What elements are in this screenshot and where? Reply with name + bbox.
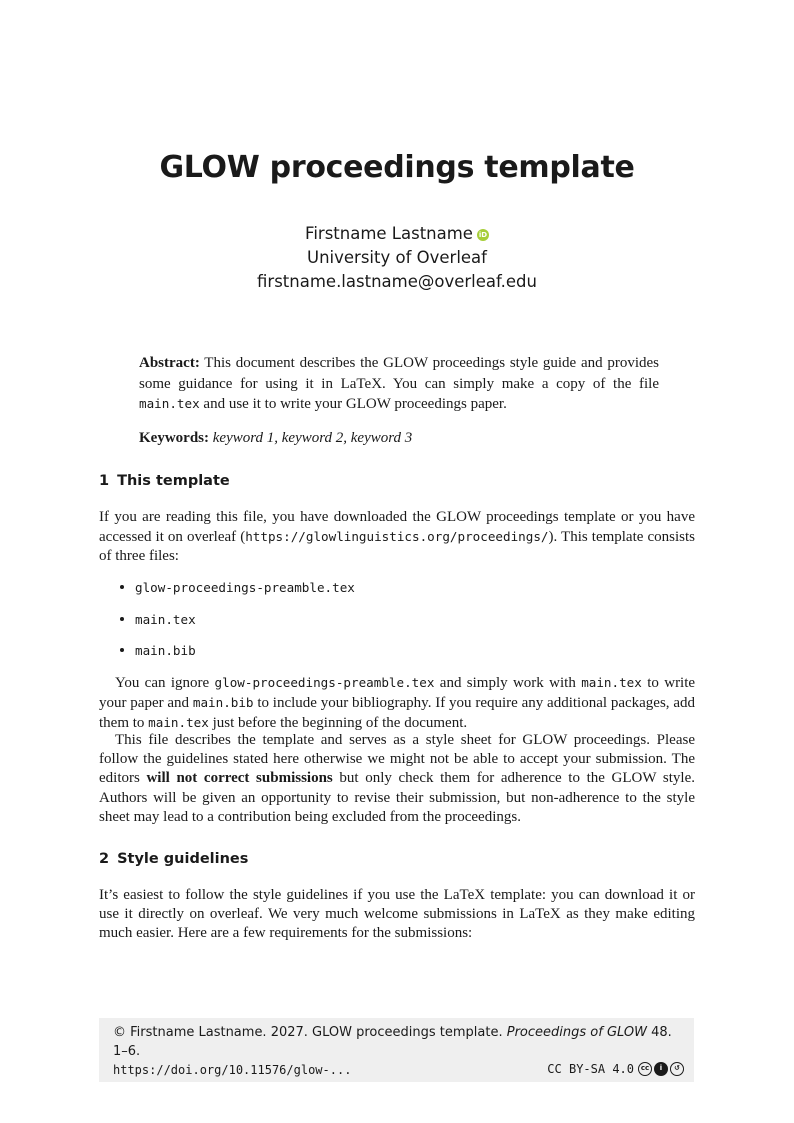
journal-name: Proceedings of GLOW [506, 1025, 647, 1040]
bullet-icon [120, 585, 124, 589]
keywords-label: Keywords: [139, 430, 209, 446]
file-name: main.tex [135, 611, 196, 627]
orcid-icon[interactable]: iD [478, 231, 488, 239]
section-heading-1 [99, 473, 230, 489]
license-badge[interactable] [547, 1062, 684, 1076]
citation-line [113, 1023, 680, 1061]
section-number: 1 [99, 473, 110, 489]
file-name: main.bib [135, 643, 196, 658]
text: just before the beginning of the document. [212, 715, 468, 732]
section-title: This template [117, 473, 230, 489]
file-name: main.tex [148, 715, 209, 731]
list-item [120, 612, 355, 644]
text: but only check them for adherence to the GLOW style. Authors will be given an opportunity to revise their submission, but non-adherence to the style sheet may lead to a contribution being excluded from the proceedings. [99, 770, 695, 825]
paper-title: GLOW proceedings template [159, 150, 635, 185]
intro-text-2: ). This template consists of three files: [99, 529, 695, 565]
section-1-paragraph-3 [99, 731, 695, 827]
file-name: glow-proceedings-preamble.tex [214, 675, 435, 690]
keywords [139, 430, 659, 447]
abstract [139, 353, 659, 415]
emphasis: will not correct submissions [146, 770, 333, 787]
template-url-link[interactable]: https://glowlinguistics.org/proceedings/ [245, 529, 549, 545]
bullet-icon [120, 617, 124, 621]
sa-icon: ↺ [670, 1062, 684, 1076]
intro-text-1: If you are reading this file, you have downloaded the GLOW proceedings template or you have accessed it on overleaf ( [99, 509, 695, 546]
author-block [0, 222, 794, 294]
text: to write your paper and [99, 675, 696, 712]
copyright-text: © Firstname Lastname. 2027. GLOW proceedings template. [113, 1025, 503, 1040]
doi-link[interactable]: https://doi.org/10.11576/glow-... [113, 1063, 352, 1077]
text: You can ignore [115, 675, 210, 691]
file-name: main.tex [581, 675, 642, 690]
author-email[interactable]: firstname.lastname@overleaf.edu [257, 272, 537, 291]
license-text: CC BY-SA 4.0 [547, 1062, 634, 1076]
section-title: Style guidelines [117, 851, 249, 867]
section-1-intro [99, 508, 695, 567]
abstract-text-2: and use it to write your GLOW proceedings paper. [203, 396, 507, 412]
section-2-paragraph-1: It’s easiest to follow the style guidelines if you use the LaTeX template: you can download it or use it directly on overleaf. We very much welcome submissions in LaTeX as they make editing much easier. Here are a few requirements for the submissions: [99, 887, 695, 942]
keywords-value: keyword 1, keyword 2, keyword 3 [212, 430, 413, 446]
text: to include your bibliography. If you require any additional packages, add them to [99, 695, 696, 732]
author-name: Firstname Lastname [305, 224, 473, 243]
author-line [0, 222, 794, 246]
list-item [120, 580, 355, 612]
bullet-icon [120, 648, 124, 652]
list-item [120, 643, 355, 675]
cc-icon: cc [638, 1062, 652, 1076]
text: This file describes the template and serves as a style sheet for GLOW proceedings. Please follow the guidelines stated here otherwise we might not be able to accept your submission. The editors [99, 732, 695, 787]
text: and simply work with [439, 675, 576, 691]
footer-citation [99, 1018, 694, 1082]
author-affiliation: University of Overleaf [307, 248, 487, 267]
file-name: main.bib [192, 695, 254, 711]
file-list [120, 580, 355, 675]
section-1-paragraph-2 [99, 673, 695, 734]
section-number: 2 [99, 851, 110, 867]
by-icon: i [654, 1062, 668, 1076]
section-heading-2 [99, 851, 248, 867]
abstract-file: main.tex [139, 396, 200, 411]
abstract-text-1: This document describes the GLOW proceedings style guide and provides some guidance for using it in LaTeX. You can simply make a copy of the file [139, 355, 659, 392]
file-name: glow-proceedings-preamble.tex [135, 580, 355, 595]
volume-pages: 48. 1–6. [113, 1025, 672, 1059]
abstract-label: Abstract: [139, 355, 200, 371]
